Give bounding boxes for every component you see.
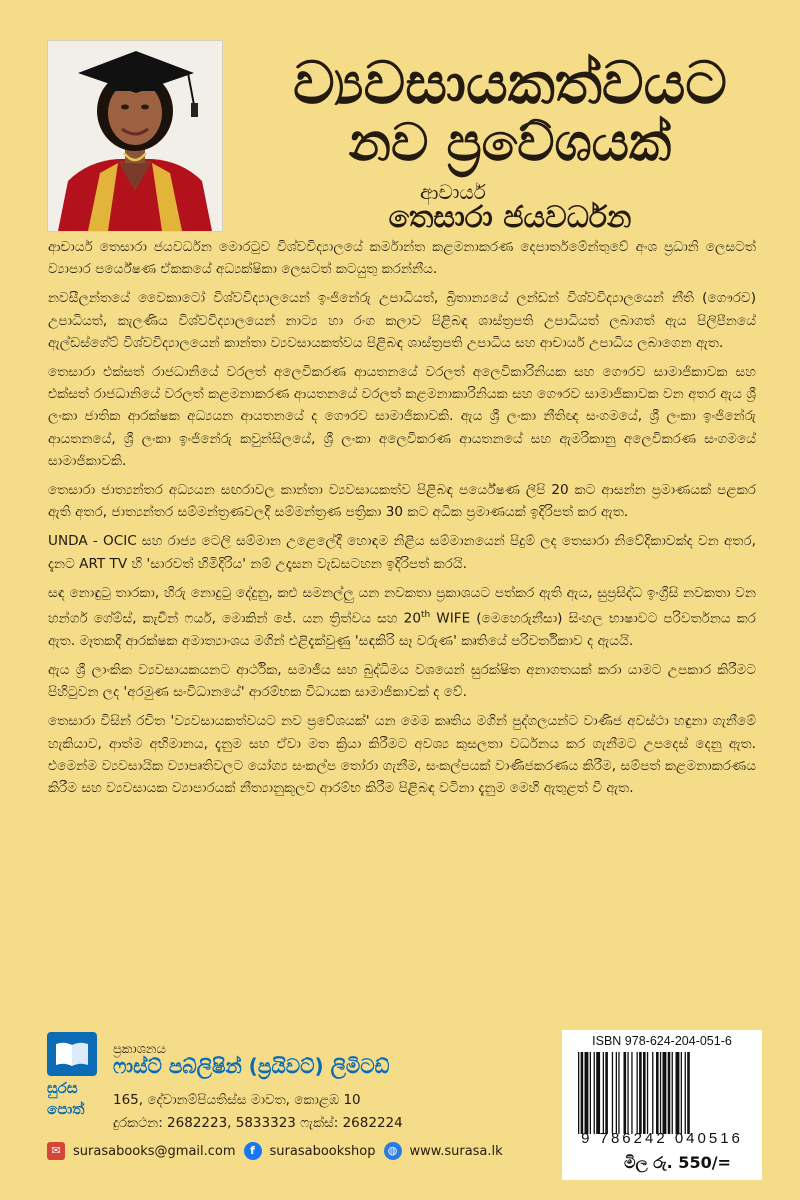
book-icon	[47, 1032, 97, 1076]
publisher-address: 165, දේවානම්පියතිස්ස මාවත, කොළඹ 10	[113, 1092, 361, 1108]
bio-paragraph-6	[48, 582, 756, 652]
publisher-phone: දුරකථන: 2682223, 5833323 ෆැක්ස්: 2682224	[113, 1115, 403, 1131]
bio-paragraph-2: නවසීලන්තයේ වෛකාටෝ විශ්වවිද්‍යාලයෙන් ඉංජිනේරු උපාධියත්, බ්‍රිතාන්‍යයේ ලන්ඩන් විශ්වවිද්‍යාලයෙන් නීති (ගෞරව) උපාධියත්, කැලණිය විශ්වවිද්‍යාලයෙන් නාට්‍ය හා රංග කලාව පිළිබඳ ශාස්ත්‍රපති උපාධියත් ලබාගත් ඇය පිලිපීනයේ ඇල්ඩස්ගේට් විශ්වවිද්‍යාලයෙන් කාන්තා ව්‍යවසායකත්වය පිළිබඳ ශාස්ත්‍රපති උපාධිය සහ ආචාර්ය උපාධිය ලබාගෙන ඇත.	[48, 290, 756, 351]
bio-paragraph-8: තෙසාරා විසින් රචිත 'ව්‍යවසායකත්වයට නව ප්‍රවේශයක්' යන මෙම කෘතිය මගින් පුද්ගලයන්ට වාණිජ අවස්ථා හඳුනා ගැනීමේ හැකියාව, ආත්ම අභිමානය, දැනුම සහ ඒවා මත ක්‍රියා කිරීමට අවශ්‍ය කුසලතා වර්ධනය කර ගැනීමට උපදෙස් දෙනු ඇත. එමෙන්ම ව්‍යවසායික ව්‍යාපෘතිවලට යෝග්‍ය සංකල්ප තෝරා ගැනීම, සංකල්පයක් වාණිජකරණය කිරීම, සම්පත් කළමනාකරණය කිරීම සහ ව්‍යවසායක ව්‍යාපාරයක් නීත්‍යානුකූලව ආරම්භ කිරීම පිළිබඳ වටිනා දැනුම මෙහි ඇතුළත් වී ඇත.	[48, 713, 756, 796]
publisher-facebook[interactable]: surasabookshop	[269, 1143, 376, 1159]
publisher-label: ප්‍රකාශනය	[113, 1042, 166, 1057]
bio-paragraph-3: තෙසාරා එක්සත් රාජධානියේ වරලත් අලෙවිකරණ ආයතනයේ වරලත් අලෙවිකාරිනියක සහ ගෞරව සාමාජිකාවක සහ එක්සත් රාජධානියේ වරලත් කළමනාකරණ ආයතනයේ වරලත් කළමනාකාරිනියක සහ ගෞරව සාමාජිකාවක වන අතර ඇය ශ්‍රී ලංකා ජාතික ආරක්ෂක අධ්‍යයන ආයතනයේ ද ගෞරව සාමාජිකාවකි. ඇය ශ්‍රී ලංකා නීතිඥ සංගමයේ, ශ්‍රී ලංකා ඉංජිනේරු ආයතනයේ, ශ්‍රී ලංකා ඉංජිනේරු කවුන්සිලයේ, ශ්‍රී ලංකා අලෙවිකරණ ආයතනයේ සහ ඇමරිකානු අලෙවිකරණ සංගමයේ සාමාජිකාවකි.	[48, 364, 756, 469]
publisher-website[interactable]: www.surasa.lk	[409, 1143, 503, 1159]
book-title-line-1: ව්‍යවසායකත්වයට	[292, 49, 727, 117]
barcode-box	[562, 1030, 762, 1180]
isbn-label: ISBN 978-624-204-051-6	[592, 1034, 732, 1048]
bio-paragraph-5: UNDA - OCIC සහ රාජ්‍ය ටෙලි සම්මාන උළෙලේදී හොඳම නිළිය සම්මානයෙන් පිදුම් ලද තෙසාරා නිවේදිකාවක්ද වන අතර, දැනට ART TV හි 'සාරවත් හිමිදිරිය' නම් උදෑසන වැඩසටහන ඉදිරිපත් කරයි.	[48, 533, 756, 572]
bio-paragraph-4: තෙසාරා ජාත්‍යන්තර අධ්‍යයන සඟරාවල කාන්තා ව්‍යවසායකත්ව පිළිබඳ පර්යේෂණ ලිපි 20 කට ආසන්න ප්‍රමාණයක් පළකර ඇති අතර, ජාත්‍යන්තර සම්මන්ත්‍රණවලදී සම්මන්ත්‍රණ පත්‍රිකා 30 කට අධික ප්‍රමාණයක් ඉදිරිපත් කර ඇත.	[48, 482, 756, 521]
publisher-block	[47, 1032, 567, 1182]
bio-superscript: th	[420, 610, 431, 621]
barcode-digits: 9 786242 040516	[581, 1130, 743, 1147]
book-title-line-2: නව ප්‍රවේශයක්	[348, 112, 672, 173]
globe-icon: ◍	[384, 1142, 402, 1160]
author-name: තෙසාරා ජයවර්ධන	[388, 200, 632, 235]
publisher-logo-text-2: පොත්	[47, 1100, 85, 1118]
publisher-contacts	[47, 1142, 503, 1160]
bio-paragraph-6-part-a: සඳ නොඳුටු තාරකා, හිරු නොදුටු දේදුනු, කළු සමනල්ලු යන නවකතා ප්‍රකාශයට පත්කර ඇති ඇය, සුප්‍රසිද්ධ ඉංග්‍රීසි නවකතා වන හන්ගර් ගේම්ස්, කැචින් ෆයර්, මොකින් ජේ. යන ත්‍රිත්වය සහ 20	[48, 584, 756, 627]
publisher-email[interactable]: surasabooks@gmail.com	[73, 1143, 236, 1159]
bio-paragraph-6-part-b: WIFE (මෙහෙරුනීසා) සිංහල භාෂාවට පරිවර්තනය කර ඇත. මෑතකදී ආරක්ෂක අමාත්‍යාංශය මගින් එළිදැක්වුණු 'සඳකිරි සෑ වරුණ' කෘතියේ පරිවර්තිකාව ද ඇයයි.	[48, 610, 757, 649]
facebook-icon: f	[244, 1142, 262, 1160]
publisher-logo-text-1: සුරස	[47, 1079, 78, 1097]
author-photo	[47, 40, 223, 232]
book-title	[250, 49, 770, 173]
bio-paragraph-7: ඇය ශ්‍රී ලාංකික ව්‍යවසායකයනට ආර්ථික, සමාජීය සහ බුද්ධිමය වශයෙන් සුරක්ෂිත අනාගතයක් කරා යාමට උපකාර කිරීමට පිහිටුවන ලද 'අරමුණ සංවිධානයේ' ආරම්භක විධායක සාමාජිකාවක් ද වේ.	[48, 661, 756, 701]
barcode-image	[576, 1052, 748, 1134]
author-portrait-illustration	[48, 41, 222, 231]
bio-paragraph-1: ආචාර්ය තෙසාරා ජයවර්ධන මොරටුව විශ්වවිද්‍යාලයේ කර්මාන්ත කළමනාකරණ දෙපාර්තමේන්තුවේ අංශ ප්‍රධානි ලෙසටත් ව්‍යාපාර පර්යේෂණ ඒකකයේ අධ්‍යක්ෂිකා ලෙසටත් කටයුතු කරන්නීය.	[48, 239, 756, 278]
publisher-name: ෆාස්ට් පබ්ලිෂින් (ප්‍රයිවට්) ලිමිටඩ්	[113, 1054, 390, 1078]
price-label: මිල රු. 550/=	[624, 1153, 731, 1172]
email-icon: ✉	[47, 1142, 65, 1160]
author-bio	[48, 236, 756, 806]
author-prefix: ආචාර්ය	[420, 180, 486, 204]
